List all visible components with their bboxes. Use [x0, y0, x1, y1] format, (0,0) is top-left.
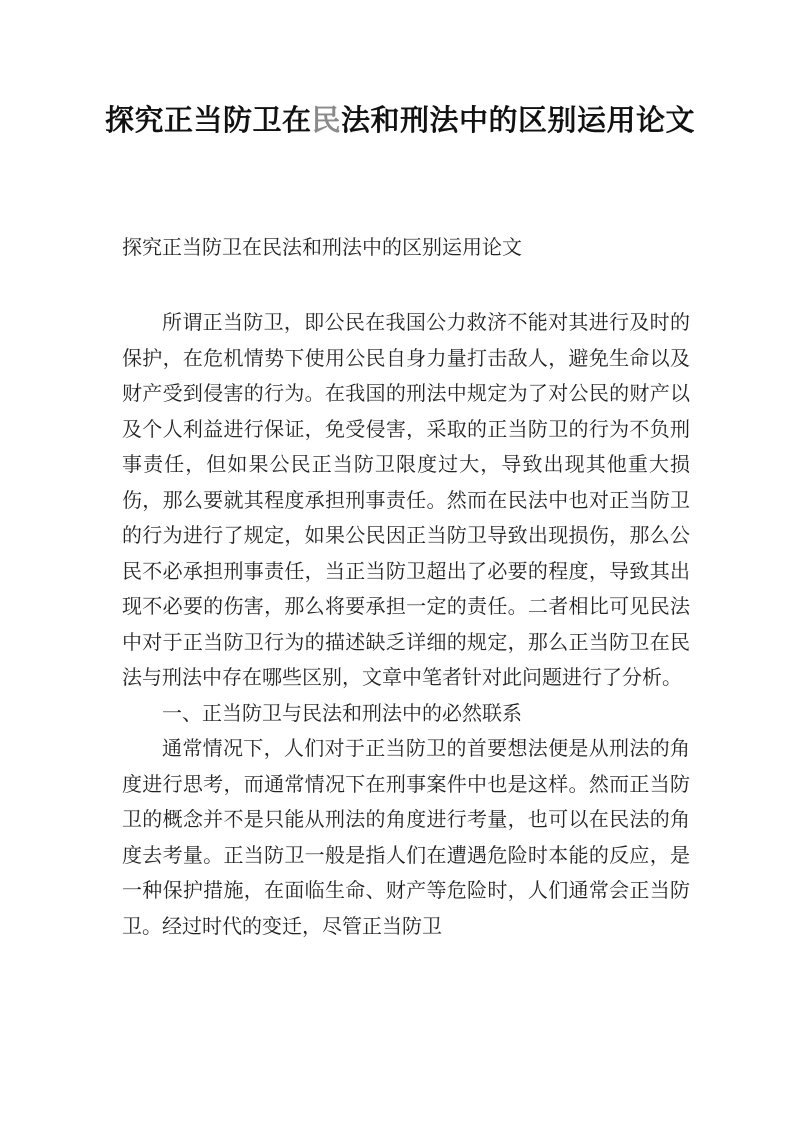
body-paragraph-section-one: 通常情况下，人们对于正当防卫的首要想法便是从刑法的角度进行思考，而通常情况下在刑事案件中也是这样。然而正当防卫的概念并不是只能从刑法的角度进行考量，也可以在民法的角度去考量。正当防卫一般是指人们在遭遇危险时本能的反应，是一种保护措施，在面临生命、财产等危险时，人们通常会正当防卫。经过时代的变迁，尽管正当防卫: [122, 736, 690, 938]
document-subtitle: 探究正当防卫在民法和刑法中的区别运用论文: [122, 235, 522, 259]
title-text-end: 法和刑法中的区别运用论文: [341, 103, 696, 137]
body-paragraph-intro: 所谓正当防卫，即公民在我国公力救济不能对其进行及时的保护，在危机情势下使用公民自身力量打击敌人，避免生命以及财产受到侵害的行为。在我国的刑法中规定为了对公民的财产以及个人利益进行保证，免受侵害，采取的正当防卫的行为不负刑事责任，但如果公民正当防卫限度过大，导致出现其他重大损伤，那么要就其程度承担刑事责任。然而在民法中也对正当防卫的行为进行了规定，如果公民因正当防卫导致出现损伤，那么公民不必承担刑事责任，当正当防卫超出了必要的程度，导致其出现不必要的伤害，那么将要承担一定的责任。二者相比可见民法中对于正当防卫行为的描述缺乏详细的规定，那么正当防卫在民法与刑法中存在哪些区别，文章中笔者针对此问题进行了分析。: [122, 310, 690, 689]
document-body: [122, 305, 690, 944]
title-text-start: 探究正当防卫在: [104, 103, 312, 137]
title-highlighted-char: 民: [311, 103, 341, 137]
document-title: [100, 98, 700, 142]
section-heading: 一、正当防卫与民法和刑法中的必然联系: [162, 700, 522, 725]
